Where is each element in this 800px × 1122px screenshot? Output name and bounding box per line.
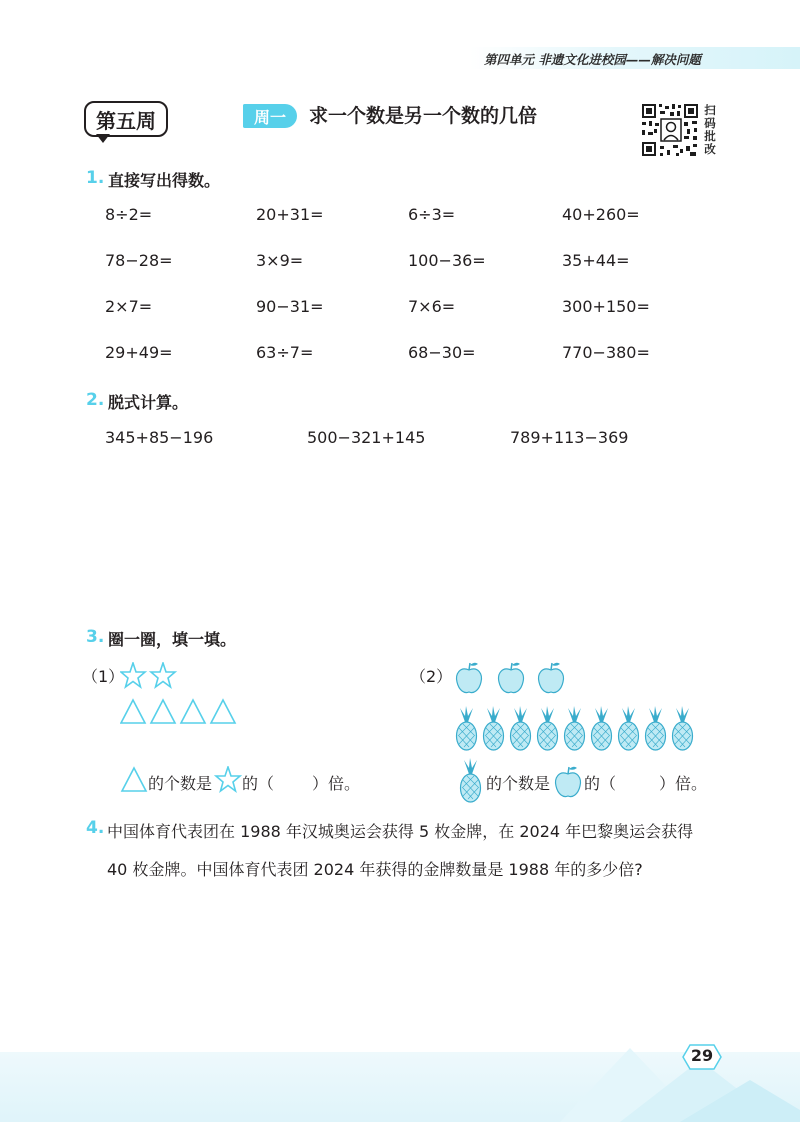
q3-part2-text-a: 的个数是 bbox=[486, 774, 551, 793]
q4-text-line1: 中国体育代表团在 1988 年汉城奥运会获得 5 枚金牌，在 2024 年巴黎奥运会获得 bbox=[107, 822, 694, 841]
triangle-icon bbox=[121, 700, 145, 723]
q3-part2-text-c: ）倍。 bbox=[659, 774, 708, 793]
q2-item: 789+113−369 bbox=[510, 428, 629, 447]
q1-item: 7×6= bbox=[408, 297, 456, 316]
scan-to-grade-label: 扫 码 批 改 bbox=[704, 103, 716, 156]
q1-item: 63÷7= bbox=[256, 343, 314, 362]
q3-part1-label: （1） bbox=[82, 667, 125, 686]
q3-apples-group bbox=[454, 660, 570, 696]
q2-title: 脱式计算。 bbox=[108, 393, 189, 412]
footer-mountain-decoration bbox=[560, 1040, 800, 1122]
pineapple-icon bbox=[673, 706, 693, 750]
pineapple-icon bbox=[646, 706, 666, 750]
q1-item: 3×9= bbox=[256, 251, 304, 270]
q3-part2-label: （2） bbox=[410, 667, 453, 686]
q1-item: 90−31= bbox=[256, 297, 324, 316]
q1-number: 1. bbox=[86, 168, 105, 188]
qr-code-icon[interactable] bbox=[640, 102, 700, 158]
q3-part1-answer-blank[interactable] bbox=[277, 771, 309, 791]
q4-number: 4. bbox=[86, 818, 105, 838]
pineapple-icon bbox=[538, 706, 558, 750]
triangle-icon bbox=[120, 766, 148, 794]
q3-stars-group bbox=[120, 662, 180, 690]
lesson-title: 求一个数是另一个数的几倍 bbox=[309, 105, 538, 127]
q1-item: 78−28= bbox=[105, 251, 173, 270]
q3-triangles-group bbox=[120, 698, 240, 726]
apple-icon bbox=[553, 764, 583, 800]
apple-icon bbox=[539, 663, 564, 693]
q1-item: 6÷3= bbox=[408, 205, 456, 224]
q3-part1-text-c: ）倍。 bbox=[312, 774, 361, 793]
week-badge-tail bbox=[96, 134, 110, 143]
q1-item: 40+260= bbox=[562, 205, 640, 224]
q1-item: 29+49= bbox=[105, 343, 173, 362]
q2-item: 500−321+145 bbox=[307, 428, 426, 447]
q1-item: 8÷2= bbox=[105, 205, 153, 224]
q2-number: 2. bbox=[86, 390, 105, 410]
q3-part1-text-a: 的个数是 bbox=[148, 774, 213, 793]
q3-title: 圈一圈，填一填。 bbox=[108, 630, 237, 649]
pineapple-icon bbox=[484, 706, 504, 750]
page-number: 29 bbox=[690, 1046, 714, 1065]
q3-part2-answer-blank[interactable] bbox=[620, 771, 656, 791]
q3-part2-text-b: 的（ bbox=[584, 774, 617, 793]
q1-title: 直接写出得数。 bbox=[108, 171, 221, 190]
q1-item: 68−30= bbox=[408, 343, 476, 362]
apple-icon bbox=[457, 663, 482, 693]
apple-icon bbox=[499, 663, 524, 693]
star-icon bbox=[121, 663, 145, 687]
triangle-icon bbox=[151, 700, 175, 723]
pineapple-icon bbox=[457, 706, 477, 750]
q1-item: 770−380= bbox=[562, 343, 650, 362]
pineapple-icon bbox=[511, 706, 531, 750]
q1-item: 2×7= bbox=[105, 297, 153, 316]
star-icon bbox=[214, 766, 242, 794]
pineapple-icon bbox=[458, 758, 484, 804]
q1-item: 20+31= bbox=[256, 205, 324, 224]
pineapple-icon bbox=[565, 706, 585, 750]
day-tag: 周一 bbox=[243, 104, 297, 128]
q4-text-line2: 40 枚金牌。中国体育代表团 2024 年获得的金牌数量是 1988 年的多少倍? bbox=[107, 860, 643, 879]
pineapple-icon bbox=[592, 706, 612, 750]
q3-pineapples-group bbox=[454, 706, 698, 752]
q1-item: 300+150= bbox=[562, 297, 650, 316]
unit-title: 第四单元 非遗文化进校园——解决问题 bbox=[484, 52, 701, 67]
triangle-icon bbox=[181, 700, 205, 723]
q2-item: 345+85−196 bbox=[105, 428, 214, 447]
q3-part1-text-b: 的（ bbox=[242, 774, 275, 793]
week-badge: 第五周 bbox=[84, 101, 168, 137]
pineapple-icon bbox=[619, 706, 639, 750]
q1-item: 35+44= bbox=[562, 251, 630, 270]
star-icon bbox=[151, 663, 175, 687]
q3-number: 3. bbox=[86, 627, 105, 647]
q1-item: 100−36= bbox=[408, 251, 486, 270]
triangle-icon bbox=[211, 700, 235, 723]
